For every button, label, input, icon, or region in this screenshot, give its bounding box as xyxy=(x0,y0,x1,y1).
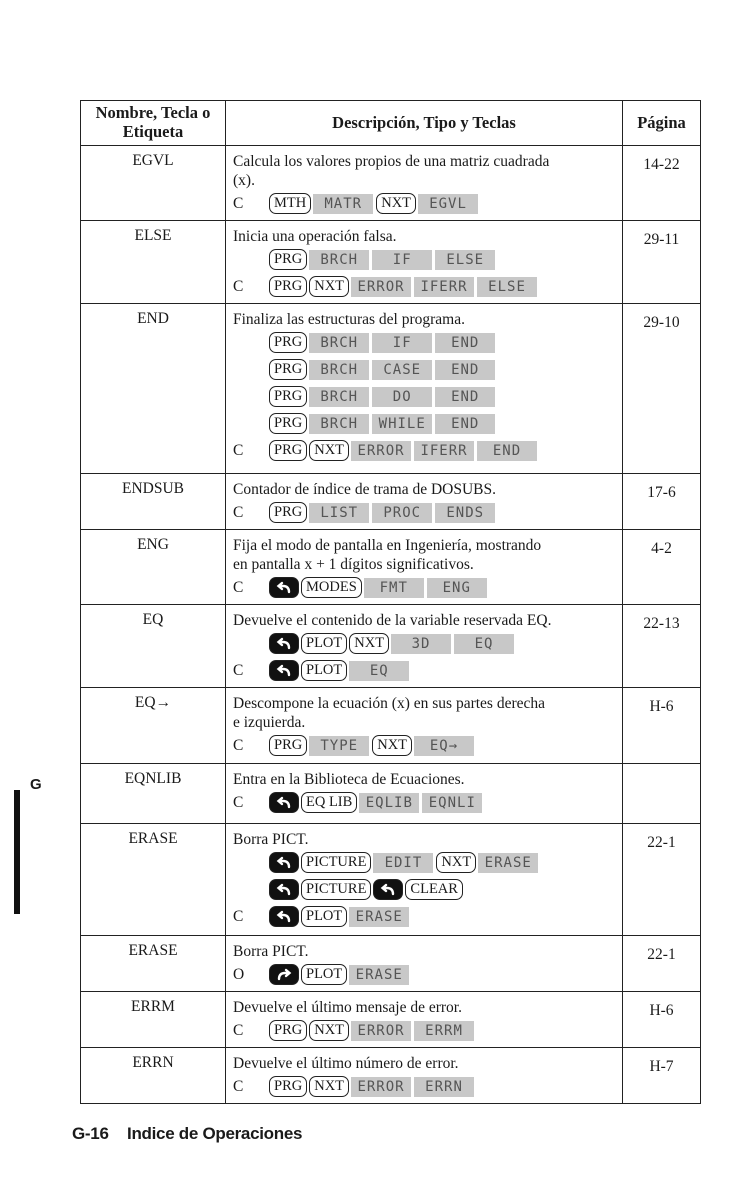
page-reference: 14-22 xyxy=(623,146,701,221)
menu-softkey: EQ xyxy=(349,661,409,681)
calc-type-code: C xyxy=(233,277,244,295)
menu-softkey: EQLIB xyxy=(359,793,419,813)
menu-softkey: LIST xyxy=(309,503,369,523)
page-reference: 22-1 xyxy=(623,936,701,992)
calculator-key: PRG xyxy=(269,332,307,353)
calculator-key: PRG xyxy=(269,359,307,380)
footer-title: Indice de Operaciones xyxy=(127,1124,303,1143)
menu-softkey: EQ→ xyxy=(414,736,474,756)
operation-description xyxy=(226,605,623,688)
keystroke-sequence xyxy=(233,574,616,601)
table-row xyxy=(81,688,701,764)
menu-softkey: ERROR xyxy=(351,277,411,297)
calc-type-code: C xyxy=(233,661,244,679)
left-shift-arrow-icon xyxy=(269,577,299,598)
operation-description xyxy=(226,992,623,1048)
keystroke-sequence xyxy=(233,356,616,383)
menu-softkey: IFERR xyxy=(414,277,474,297)
operation-name: END xyxy=(81,304,226,474)
menu-softkey: FMT xyxy=(364,578,424,598)
menu-softkey: EDIT xyxy=(373,853,433,873)
calculator-key: PLOT xyxy=(301,660,347,681)
menu-softkey: BRCH xyxy=(309,414,369,434)
calc-type-code: C xyxy=(233,441,244,459)
operation-description xyxy=(226,1048,623,1104)
left-shift-arrow-icon xyxy=(373,879,403,900)
keystroke-sequence xyxy=(233,410,616,437)
operation-name: EQ xyxy=(81,605,226,688)
header-description: Descripción, Tipo y Teclas xyxy=(226,101,623,146)
operation-description xyxy=(226,146,623,221)
calculator-key: PICTURE xyxy=(301,852,371,873)
keystroke-sequence xyxy=(233,437,616,464)
operation-name: EQNLIB xyxy=(81,764,226,824)
calc-type-code: C xyxy=(233,736,244,754)
calculator-key: PLOT xyxy=(301,633,347,654)
header-name: Nombre, Tecla o Etiqueta xyxy=(81,101,226,146)
menu-softkey: ERROR xyxy=(351,1021,411,1041)
description-line: Borra PICT. xyxy=(233,943,309,960)
keystroke-sequence xyxy=(233,630,616,657)
section-letter: G xyxy=(30,776,42,793)
operation-name: ERRM xyxy=(81,992,226,1048)
menu-softkey: ERRN xyxy=(414,1077,474,1097)
table-row xyxy=(81,992,701,1048)
menu-softkey: 3D xyxy=(391,634,451,654)
calculator-key: PRG xyxy=(269,1020,307,1041)
menu-softkey: END xyxy=(435,333,495,353)
calculator-key: NXT xyxy=(436,852,476,873)
menu-softkey: WHILE xyxy=(372,414,432,434)
menu-softkey: EQNLI xyxy=(422,793,482,813)
calculator-key: NXT xyxy=(309,1076,349,1097)
menu-softkey: MATR xyxy=(313,194,373,214)
page-reference: H-6 xyxy=(623,992,701,1048)
keystroke-sequence xyxy=(233,273,616,300)
calculator-key: PRG xyxy=(269,735,307,756)
description-line: Contador de índice de trama de DOSUBS. xyxy=(233,481,497,498)
menu-softkey: ERASE xyxy=(349,965,409,985)
table-row xyxy=(81,824,701,936)
menu-softkey: DO xyxy=(372,387,432,407)
keystroke-sequence xyxy=(233,961,616,988)
calculator-key: NXT xyxy=(376,193,416,214)
keystroke-sequence xyxy=(233,1017,616,1044)
page-reference: H-6 xyxy=(623,688,701,764)
page-footer xyxy=(72,1124,302,1144)
menu-softkey: CASE xyxy=(372,360,432,380)
left-shift-arrow-icon xyxy=(269,879,299,900)
calculator-key: NXT xyxy=(372,735,412,756)
operation-name: ERRN xyxy=(81,1048,226,1104)
keystroke-sequence xyxy=(233,499,616,526)
calculator-key: NXT xyxy=(309,1020,349,1041)
menu-softkey: TYPE xyxy=(309,736,369,756)
description-line: Devuelve el último número de error. xyxy=(233,1055,459,1072)
left-shift-arrow-icon xyxy=(269,906,299,927)
calculator-key: MTH xyxy=(269,193,311,214)
calculator-key: PICTURE xyxy=(301,879,371,900)
operation-description xyxy=(226,936,623,992)
operation-name: ENG xyxy=(81,530,226,605)
page-reference: 29-11 xyxy=(623,221,701,304)
operations-table xyxy=(80,100,701,1104)
menu-softkey: BRCH xyxy=(309,360,369,380)
calculator-key: PRG xyxy=(269,1076,307,1097)
calculator-key: PRG xyxy=(269,440,307,461)
calculator-key: CLEAR xyxy=(405,879,463,900)
description-line: Borra PICT. xyxy=(233,831,309,848)
keystroke-sequence xyxy=(233,657,616,684)
operation-description xyxy=(226,688,623,764)
calc-type-code: C xyxy=(233,1021,244,1039)
menu-softkey: END xyxy=(435,360,495,380)
description-line: en pantalla x + 1 dígitos significativos. xyxy=(233,556,474,573)
table-row xyxy=(81,1048,701,1104)
operation-description xyxy=(226,474,623,530)
calculator-key: PLOT xyxy=(301,964,347,985)
page-reference xyxy=(623,764,701,824)
menu-softkey: IF xyxy=(372,333,432,353)
calc-type-code: C xyxy=(233,194,244,212)
menu-softkey: BRCH xyxy=(309,387,369,407)
page-reference: 22-13 xyxy=(623,605,701,688)
calculator-key: NXT xyxy=(309,276,349,297)
keystroke-sequence xyxy=(233,849,616,876)
description-line: Devuelve el último mensaje de error. xyxy=(233,999,462,1016)
menu-softkey: ERROR xyxy=(351,441,411,461)
table-row xyxy=(81,530,701,605)
right-shift-arrow-icon xyxy=(269,964,299,985)
description-line: Entra en la Biblioteca de Ecuaciones. xyxy=(233,771,465,788)
operation-name: EQ→ xyxy=(81,688,226,764)
keystroke-sequence xyxy=(233,789,616,816)
description-line: Fija el modo de pantalla en Ingeniería, mostrando xyxy=(233,537,542,554)
description-line: Calcula los valores propios de una matriz cuadrada xyxy=(233,153,550,170)
description-line: Finaliza las estructuras del programa. xyxy=(233,311,465,328)
menu-softkey: ERROR xyxy=(351,1077,411,1097)
left-shift-arrow-icon xyxy=(269,852,299,873)
menu-softkey: ELSE xyxy=(435,250,495,270)
table-row xyxy=(81,936,701,992)
header-page: Página xyxy=(623,101,701,146)
menu-softkey: END xyxy=(435,414,495,434)
table-row xyxy=(81,146,701,221)
left-shift-arrow-icon xyxy=(269,660,299,681)
operation-name: ELSE xyxy=(81,221,226,304)
calculator-key: NXT xyxy=(349,633,389,654)
table-row xyxy=(81,474,701,530)
calculator-key: MODES xyxy=(301,577,362,598)
menu-softkey: IFERR xyxy=(414,441,474,461)
calculator-key: PRG xyxy=(269,413,307,434)
left-shift-arrow-icon xyxy=(269,633,299,654)
keystroke-sequence xyxy=(233,732,616,759)
calculator-key: PLOT xyxy=(301,906,347,927)
page-reference: 4-2 xyxy=(623,530,701,605)
table-header-row xyxy=(81,101,701,146)
operation-description xyxy=(226,530,623,605)
menu-softkey: BRCH xyxy=(309,250,369,270)
page-reference: 17-6 xyxy=(623,474,701,530)
description-line: (x). xyxy=(233,172,255,189)
operation-description xyxy=(226,824,623,936)
calculator-key: PRG xyxy=(269,249,307,270)
menu-softkey: END xyxy=(435,387,495,407)
table-row xyxy=(81,605,701,688)
operation-description xyxy=(226,221,623,304)
operation-name: ERASE xyxy=(81,824,226,936)
menu-softkey: ERRM xyxy=(414,1021,474,1041)
menu-softkey: PROC xyxy=(372,503,432,523)
menu-softkey: BRCH xyxy=(309,333,369,353)
calc-type-code: O xyxy=(233,965,245,983)
keystroke-sequence xyxy=(233,190,616,217)
menu-softkey: IF xyxy=(372,250,432,270)
menu-softkey: END xyxy=(477,441,537,461)
calc-type-code: C xyxy=(233,1077,244,1095)
operation-name: ERASE xyxy=(81,936,226,992)
calculator-key: NXT xyxy=(309,440,349,461)
menu-softkey: ENDS xyxy=(435,503,495,523)
calc-type-code: C xyxy=(233,578,244,596)
description-line: Descompone la ecuación (x) en sus partes derecha xyxy=(233,695,546,712)
menu-softkey: ENG xyxy=(427,578,487,598)
menu-softkey: ERASE xyxy=(478,853,538,873)
keystroke-sequence xyxy=(233,329,616,356)
operation-name: ENDSUB xyxy=(81,474,226,530)
keystroke-sequence xyxy=(233,876,616,903)
menu-softkey: ERASE xyxy=(349,907,409,927)
description-line: Devuelve el contenido de la variable reservada EQ. xyxy=(233,612,552,629)
description-line: e izquierda. xyxy=(233,714,306,731)
keystroke-sequence xyxy=(233,903,616,930)
section-bar xyxy=(14,790,20,914)
table-row xyxy=(81,221,701,304)
operation-description xyxy=(226,764,623,824)
page-reference: 22-1 xyxy=(623,824,701,936)
calculator-key: EQ LIB xyxy=(301,792,357,813)
operation-description xyxy=(226,304,623,474)
keystroke-sequence xyxy=(233,1073,616,1100)
menu-softkey: ELSE xyxy=(477,277,537,297)
left-shift-arrow-icon xyxy=(269,792,299,813)
page-reference: H-7 xyxy=(623,1048,701,1104)
operation-name: EGVL xyxy=(81,146,226,221)
calculator-key: PRG xyxy=(269,386,307,407)
menu-softkey: EGVL xyxy=(418,194,478,214)
keystroke-sequence xyxy=(233,246,616,273)
keystroke-sequence xyxy=(233,383,616,410)
page-reference: 29-10 xyxy=(623,304,701,474)
calc-type-code: C xyxy=(233,907,244,925)
table-row xyxy=(81,304,701,474)
calculator-key: PRG xyxy=(269,276,307,297)
footer-page-number: G-16 xyxy=(72,1124,109,1143)
description-line: Inicia una operación falsa. xyxy=(233,228,397,245)
calculator-key: PRG xyxy=(269,502,307,523)
calc-type-code: C xyxy=(233,793,244,811)
table-row xyxy=(81,764,701,824)
calc-type-code: C xyxy=(233,503,244,521)
menu-softkey: EQ xyxy=(454,634,514,654)
